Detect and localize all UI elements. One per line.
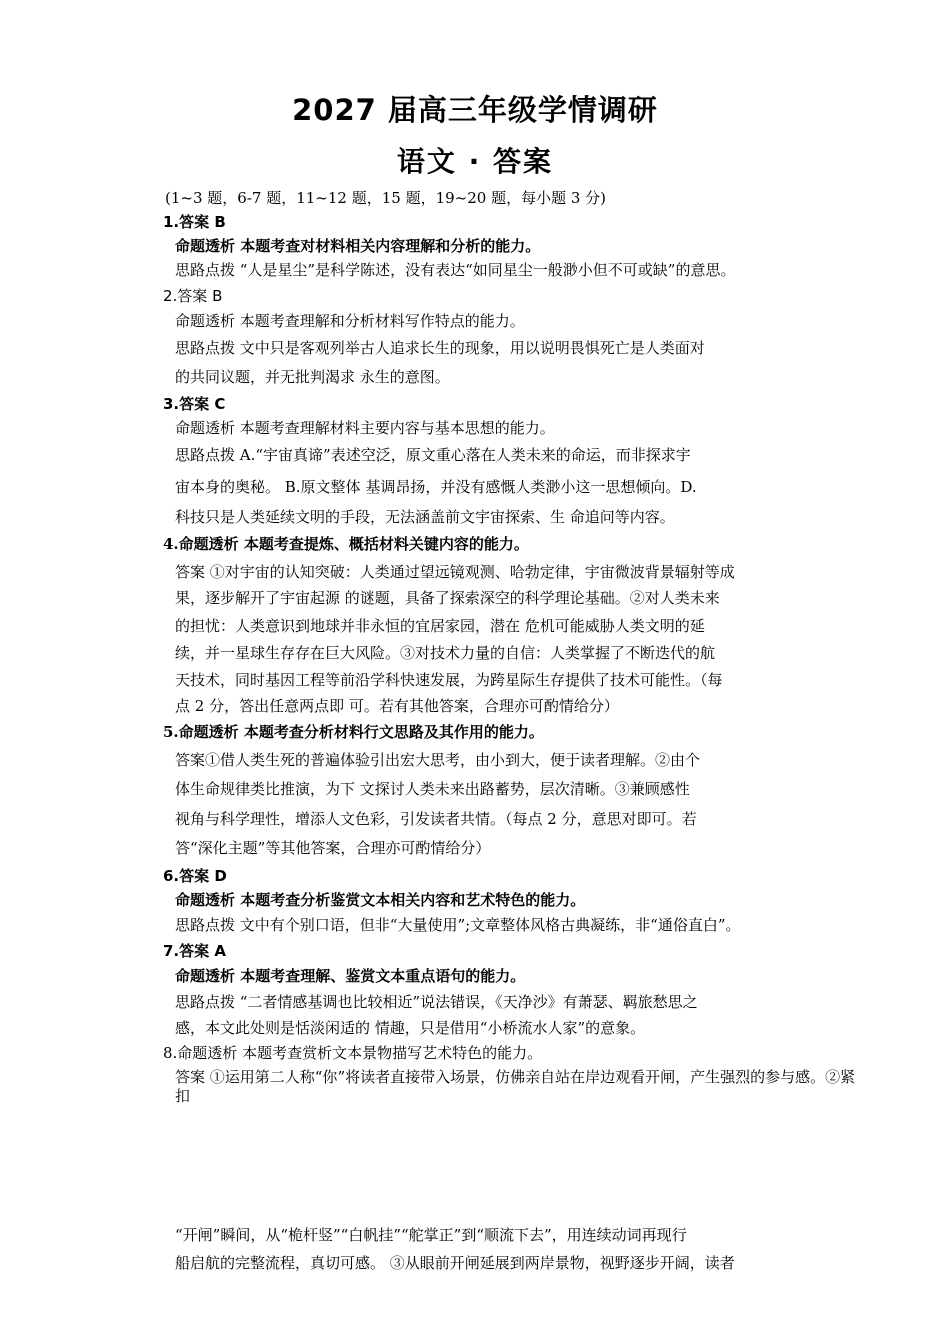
q3-answer: 3.答案 C [163,395,226,413]
q3-hint-line-2: 宙本身的奥秘。 B.原文整体 基调昂扬，并没有感慨人类渺小这一思想倾向。D. [175,478,697,496]
q8-answer-line-1: 答案 ①运用第二人称“你”将读者直接带入场景，仿佛亲自站在岸边观看开闸，产生强烈的参与感。②紧 [175,1068,856,1086]
q4-answer-line-3: 的担忧：人类意识到地球并非永恒的宜居家园，潜在 危机可能威胁人类文明的延 [175,617,705,635]
q7-hint-line-2: 感，本文此处则是恬淡闲适的 情趣，只是借用“小桥流水人家”的意象。 [175,1019,646,1037]
q7-hint-line-1: 思路点拨 “二者情感基调也比较相近”说法错误，《天净沙》有萧瑟、羁旅愁思之 [175,993,698,1011]
q7-answer: 7.答案 A [163,942,226,960]
q8-answer-line-2: 扣 [175,1087,191,1105]
q8-analysis: 8.命题透析 本题考查赏析文本景物描写艺术特色的能力。 [163,1044,543,1062]
q1-hint: 思路点拨 “人是星尘”是科学陈述，没有表达“如同星尘一般渺小但不可或缺”的意思。 [175,261,736,279]
q2-hint-line-1: 思路点拨 文中只是客观列举古人追求长生的现象，用以说明畏惧死亡是人类面对 [175,339,705,357]
q4-answer-line-2: 果，逐步解开了宇宙起源 的谜题，具备了探索深空的科学理论基础。②对人类未来 [175,589,720,607]
q4-answer-line-5: 天技术，同时基因工程等前沿学科快速发展，为跨星际生存提供了技术可能性。（每 [175,671,723,689]
q4-answer-line-6: 点 2 分，答出任意两点即 可。若有其他答案，合理亦可酌情给分） [175,697,619,715]
q8-answer-line-3: “开闸”瞬间，从“桅杆竖”“白帆挂”“舵掌正”到“顺流下去”，用连续动词再现行 [175,1226,687,1244]
q5-analysis: 5.命题透析 本题考查分析材料行文思路及其作用的能力。 [163,723,544,741]
q4-analysis: 4.命题透析 本题考查提炼、概括材料关键内容的能力。 [163,535,529,553]
q6-analysis: 命题透析 本题考查分析鉴赏文本相关内容和艺术特色的能力。 [175,891,586,909]
q3-hint-line-3: 科技只是人类延续文明的手段，无法涵盖前文宇宙探索、生 命追问等内容。 [175,508,675,526]
q3-analysis: 命题透析 本题考查理解材料主要内容与基本思想的能力。 [175,419,555,437]
q1-analysis: 命题透析 本题考查对材料相关内容理解和分析的能力。 [175,237,541,255]
q7-analysis: 命题透析 本题考查理解、鉴赏文本重点语句的能力。 [175,967,526,985]
page-title: 2027 届高三年级学情调研 [292,93,658,127]
q5-answer-line-3: 视角与科学理性，增添人文色彩，引发读者共情。（每点 2 分，意思对即可。若 [175,810,697,828]
q4-answer-line-1: 答案 ①对宇宙的认知突破：人类通过望远镜观测、哈勃定律，宇宙微波背景辐射等成 [175,563,735,581]
q8-answer-line-4: 船启航的完整流程，真切可感。 ③从眼前开闸延展到两岸景物，视野逐步开阔，读者 [175,1254,735,1272]
q5-answer-line-2: 体生命规律类比推演，为下 文探讨人类未来出路蓄势，层次清晰。③兼顾感性 [175,780,690,798]
q2-answer: 2.答案 B [163,287,223,305]
page-subtitle: 语文 · 答案 [396,145,554,178]
q2-hint-line-2: 的共同议题，并无批判渴求 永生的意图。 [175,368,450,386]
q6-answer: 6.答案 D [163,867,227,885]
q6-hint: 思路点拨 文中有个别口语，但非“大量使用”;文章整体风格古典凝练，非“通俗直白”。 [175,916,741,934]
q5-answer-line-4: 答“深化主题”等其他答案，合理亦可酌情给分） [175,839,491,857]
q3-hint-line-1: 思路点拨 A.“宇宙真谛”表述空泛，原文重心落在人类未来的命运，而非探求宇 [175,446,691,464]
scoring-note: (1~3 题，6-7 题，11~12 题，15 题，19~20 题，每小题 3 分) [165,189,607,207]
q2-analysis: 命题透析 本题考查理解和分析材料写作特点的能力。 [175,312,525,330]
q4-answer-line-4: 续，并一星球生存存在巨大风险。③对技术力量的自信：人类掌握了不断迭代的航 [175,644,716,662]
q1-answer: 1.答案 B [163,213,226,231]
q5-answer-line-1: 答案①借人类生死的普遍体验引出宏大思考，由小到大，便于读者理解。②由个 [175,751,701,769]
